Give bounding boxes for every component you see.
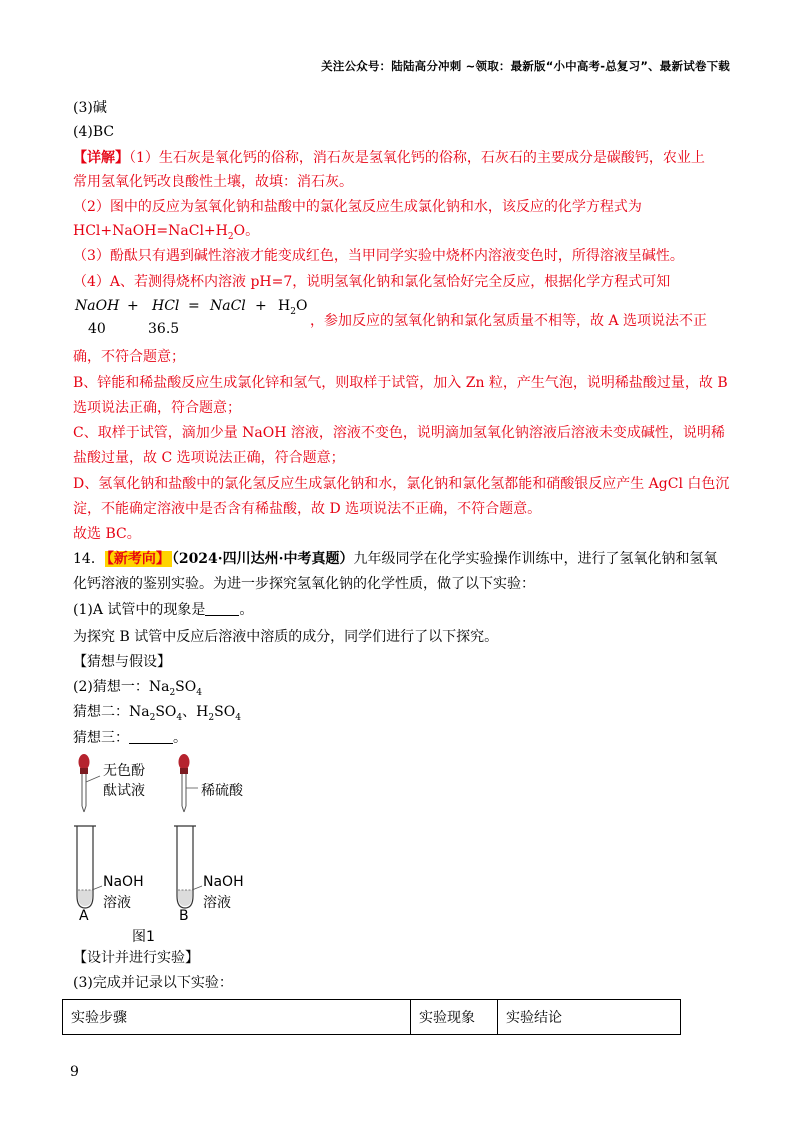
- q14-number: 14．: [73, 551, 105, 567]
- guess-2-sub3: 2: [208, 712, 215, 723]
- eq-h2o: [278, 298, 307, 317]
- guess-2-sub4: 4: [235, 712, 241, 723]
- detail-pC2: 盐酸过量，故 C 选项说法正确，符合题意；: [73, 450, 345, 466]
- tube-a-label-2: 溶液: [103, 895, 131, 911]
- guess-1-sub1: 2: [169, 687, 176, 698]
- header-phenomenon: 实验现象: [411, 1000, 498, 1035]
- answer-blank-1[interactable]: [205, 601, 239, 616]
- detail-pD1: D、氢氧化钠和盐酸中的氯化氢反应生成氯化钠和水，氯化钠和氯化氢都能和硝酸银反应产生 AgCl 白色沉: [73, 476, 730, 492]
- eq-plus-2: +: [255, 298, 267, 314]
- q14-sub1: [73, 600, 253, 620]
- q14-sub2-intro: 为探究 B 试管中反应后溶液中溶质的成分，同学们进行了以下探究。: [73, 629, 499, 645]
- new-direction-tag: 【新考向】: [106, 551, 170, 567]
- eq-h2o-h: H: [278, 298, 291, 314]
- q14-stem-1: 九年级同学在化学实验操作训练中，进行了氢氧化钠和氢氧: [353, 551, 718, 567]
- guess-2-mid2: 、H: [182, 704, 209, 720]
- detail-tag: 【详解】: [73, 150, 129, 166]
- q14-sub1-end: 。: [239, 602, 254, 618]
- q14-sub1-text: (1)A 试管中的现象是: [73, 602, 206, 618]
- answer-4: (4)BC: [73, 124, 115, 140]
- guess-2-pre: 猜想二：Na: [73, 704, 150, 720]
- equation-text: HCl+NaOH=NaCl+H: [73, 223, 228, 239]
- detail-p1b: 常用氢氧化钙改良酸性土壤，故填：消石灰。: [73, 174, 353, 190]
- guess-2: [73, 702, 241, 728]
- tube-b-label-1: NaOH: [203, 874, 244, 890]
- figure-caption: 图1: [132, 929, 155, 945]
- answer-3: (3)碱: [73, 100, 107, 116]
- q14-source: （2024·四川达州·中考真题）: [171, 551, 354, 567]
- guess-3-end: 。: [173, 730, 187, 746]
- detail-p1: [73, 148, 705, 168]
- header-conclusion: 实验结论: [498, 1000, 681, 1035]
- detail-p4b: ，参加反应的氢氧化钠和氯化氢质量不相等，故 A 选项说法不正: [310, 313, 708, 329]
- experiment-table: [62, 999, 681, 1035]
- detail-p4c: 确，不符合题意；: [73, 349, 185, 365]
- eq-plus-1: +: [127, 298, 139, 314]
- guess-3-text: 猜想三：: [73, 730, 129, 746]
- test-tube-b-icon: [174, 826, 202, 908]
- tube-b-letter: B: [179, 908, 189, 924]
- table-header-row: [63, 1000, 681, 1035]
- tube-a-label-1: NaOH: [103, 874, 144, 890]
- tube-b-label-2: 溶液: [203, 895, 231, 911]
- detail-p4: （4）A、若测得烧杯内溶液 pH=7，说明氢氧化钠和氯化氢恰好完全反应，根据化学方程式可知: [73, 274, 671, 290]
- equation-text-end: O。: [233, 223, 260, 239]
- q14-sub3: (3)完成并记录以下实验：: [73, 975, 233, 991]
- guess-3: [73, 728, 187, 748]
- answer-blank-2[interactable]: [129, 729, 173, 744]
- dropper-b-icon: [179, 754, 199, 812]
- eq-nacl: NaCl: [210, 298, 246, 314]
- page-number: 9: [70, 1064, 79, 1080]
- detail-pC1: C、取样于试管，滴加少量 NaOH 溶液，溶液不变色，说明滴加氢氧化钠溶液后溶液未变成碱性，说明稀: [73, 425, 725, 441]
- eq-mass-2: 36.5: [148, 321, 180, 337]
- tube-a-letter: A: [79, 908, 89, 924]
- design-heading: 【设计并进行实验】: [73, 950, 199, 966]
- header-note: 关注公众号：陆陆高分冲刺 ~领取：最新版“小中高考-总复习”、最新试卷下载: [321, 59, 730, 73]
- detail-pB1: B、锌能和稀盐酸反应生成氯化锌和氢气，则取样于试管，加入 Zn 粒，产生气泡，说明稀盐酸过量，故 B: [73, 375, 728, 391]
- q14-stem-line1: [73, 549, 718, 569]
- eq-naoh: NaOH: [75, 298, 120, 314]
- guess-1: [73, 677, 202, 703]
- detail-p2: （2）图中的反应为氢氧化钠和盐酸中的氯化氢反应生成氯化钠和水，该反应的化学方程式为: [73, 199, 642, 215]
- eq-h2o-o: O: [295, 298, 308, 314]
- eq-h2o-sub: 2: [290, 306, 296, 317]
- guess-2-mid3: SO: [214, 704, 236, 720]
- guess-1-pre: (2)猜想一：Na: [73, 679, 170, 695]
- guess-2-sub1: 2: [149, 712, 156, 723]
- detail-p1-text: （1）生石灰是氧化钙的俗称，消石灰是氢氧化钙的俗称，石灰石的主要成分是碳酸钙，农业上: [129, 150, 705, 166]
- guess-2-sub2: 4: [176, 712, 183, 723]
- dropper-a-label-2: 酞试液: [103, 783, 145, 799]
- guess-1-sub2: 4: [196, 687, 202, 698]
- guess-heading: 【猜想与假设】: [73, 654, 171, 670]
- detail-p2b: [73, 221, 259, 247]
- dropper-a-icon: [79, 754, 101, 812]
- test-tube-a-icon: [74, 826, 102, 908]
- dropper-b-label: 稀硫酸: [201, 783, 243, 799]
- figure-1: [70, 750, 260, 945]
- detail-pD2: 淀，不能确定溶液中是否含有稀盐酸，故 D 选项说法不正确，不符合题意。: [73, 501, 542, 517]
- eq-hcl: HCl: [152, 298, 180, 314]
- dropper-a-label-1: 无色酚: [103, 763, 145, 779]
- detail-p3: （3）酚酞只有遇到碱性溶液才能变成红色，当甲同学实验中烧杯内溶液变色时，所得溶液呈碱性。: [73, 248, 684, 264]
- guess-2-mid: SO: [155, 704, 177, 720]
- eq-mass-1: 40: [88, 321, 106, 337]
- subscript: 2: [227, 231, 234, 242]
- eq-equals: =: [188, 298, 200, 314]
- detail-pB2: 选项说法正确，符合题意；: [73, 400, 241, 416]
- header-step: 实验步骤: [63, 1000, 411, 1035]
- q14-stem-line2: 化钙溶液的鉴别实验。为进一步探究氢氧化钠的化学性质，做了以下实验：: [73, 576, 535, 592]
- guess-1-mid: SO: [175, 679, 197, 695]
- detail-conclusion: 故选 BC。: [73, 526, 141, 542]
